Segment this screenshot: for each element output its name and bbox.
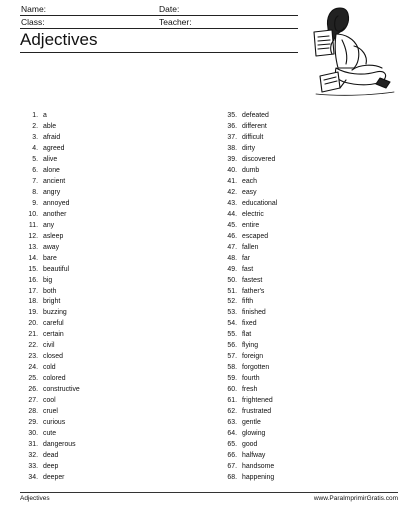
item-word: cool <box>43 397 56 405</box>
list-item <box>20 429 200 440</box>
list-item <box>20 133 200 144</box>
item-number: 28. <box>28 408 38 416</box>
teacher-label: Teacher: <box>159 17 192 27</box>
class-label: Class: <box>21 17 45 27</box>
list-item <box>219 374 399 385</box>
list-item <box>219 429 399 440</box>
list-item <box>219 155 399 166</box>
list-item <box>20 407 200 418</box>
item-number: 21. <box>28 331 38 339</box>
item-number: 10. <box>28 210 38 218</box>
list-item <box>219 265 399 276</box>
item-word: electric <box>242 210 264 218</box>
item-number: 49. <box>227 265 237 273</box>
item-word: civil <box>43 342 55 350</box>
item-word: afraid <box>43 133 61 141</box>
date-label: Date: <box>159 4 180 14</box>
item-word: deeper <box>43 473 65 481</box>
item-word: able <box>43 122 57 130</box>
item-number: 48. <box>227 254 237 262</box>
item-number: 14. <box>28 254 38 262</box>
list-item <box>20 308 200 319</box>
item-word: easy <box>242 188 257 196</box>
list-item <box>20 319 200 330</box>
item-number: 30. <box>28 430 38 438</box>
list-item <box>20 473 200 484</box>
list-item <box>219 352 399 363</box>
list-item <box>20 374 200 385</box>
item-number: 24. <box>28 364 38 372</box>
item-number: 8. <box>32 188 38 196</box>
name-date-line <box>20 15 298 16</box>
item-word: bright <box>43 298 61 306</box>
list-item <box>20 462 200 473</box>
item-word: good <box>242 441 258 449</box>
list-item <box>219 254 399 265</box>
item-word: frightened <box>242 397 273 405</box>
item-number: 12. <box>28 232 38 240</box>
item-word: finished <box>242 309 266 317</box>
item-word: happening <box>242 473 275 481</box>
item-number: 64. <box>227 430 237 438</box>
item-word: away <box>43 243 60 251</box>
item-word: glowing <box>242 430 266 438</box>
item-number: 39. <box>227 155 237 163</box>
list-item <box>219 473 399 484</box>
item-word: angry <box>43 188 61 196</box>
item-number: 1. <box>32 112 38 119</box>
item-word: curious <box>43 419 66 427</box>
list-item <box>219 210 399 221</box>
list-item <box>219 385 399 396</box>
page-title: Adjectives <box>20 30 98 49</box>
list-item <box>20 440 200 451</box>
list-item <box>219 396 399 407</box>
item-number: 63. <box>227 419 237 427</box>
name-label: Name: <box>21 4 47 14</box>
list-item <box>20 144 200 155</box>
item-number: 2. <box>32 122 38 130</box>
item-word: beautiful <box>43 265 70 273</box>
list-item <box>20 352 200 363</box>
item-word: fourth <box>242 375 260 383</box>
item-word: flying <box>242 342 259 350</box>
item-word: fallen <box>242 243 259 251</box>
item-number: 18. <box>28 298 38 306</box>
item-number: 6. <box>32 166 38 174</box>
list-item <box>219 330 399 341</box>
item-word: far <box>242 254 251 262</box>
list-item <box>219 341 399 352</box>
item-word: closed <box>43 353 63 361</box>
item-number: 33. <box>28 463 38 470</box>
item-number: 36. <box>227 122 237 130</box>
list-item <box>20 341 200 352</box>
item-number: 61. <box>227 397 237 405</box>
footer-title: Adjectives <box>20 495 50 502</box>
item-word: flat <box>242 331 252 339</box>
item-number: 27. <box>28 397 38 405</box>
item-number: 32. <box>28 452 38 460</box>
item-word: fifth <box>242 298 254 306</box>
item-number: 5. <box>32 155 38 163</box>
item-number: 55. <box>227 331 237 339</box>
item-word: asleep <box>43 232 64 240</box>
adjective-list-right <box>219 111 399 484</box>
item-number: 38. <box>227 144 237 152</box>
item-number: 13. <box>28 243 38 251</box>
item-number: 59. <box>227 375 237 383</box>
list-item <box>20 385 200 396</box>
item-word: frustrated <box>242 408 272 416</box>
item-number: 67. <box>227 463 237 470</box>
list-item <box>20 276 200 287</box>
item-word: ancient <box>43 177 66 185</box>
list-item <box>20 363 200 374</box>
item-number: 43. <box>227 199 237 207</box>
item-number: 65. <box>227 441 237 449</box>
item-number: 15. <box>28 265 38 273</box>
item-word: bare <box>43 254 57 262</box>
list-item <box>219 243 399 254</box>
item-number: 68. <box>227 473 237 481</box>
list-item <box>219 144 399 155</box>
list-item <box>20 451 200 462</box>
list-item <box>219 276 399 287</box>
student-reading-illustration-icon <box>296 4 398 100</box>
item-number: 34. <box>28 473 38 481</box>
list-item <box>219 407 399 418</box>
list-item <box>219 418 399 429</box>
list-item <box>20 232 200 243</box>
item-word: big <box>43 276 53 284</box>
item-word: alone <box>43 166 60 174</box>
item-number: 56. <box>227 342 237 350</box>
item-word: deep <box>43 463 59 470</box>
item-number: 66. <box>227 452 237 460</box>
item-word: difficult <box>242 133 264 141</box>
list-item <box>20 122 200 133</box>
list-item <box>20 297 200 308</box>
item-number: 46. <box>227 232 237 240</box>
item-word: cold <box>43 364 56 372</box>
item-word: dumb <box>242 166 260 174</box>
list-item <box>20 155 200 166</box>
item-number: 11. <box>28 221 38 229</box>
item-word: dead <box>43 452 59 460</box>
list-item <box>20 243 200 254</box>
item-number: 16. <box>28 276 38 284</box>
list-item <box>219 122 399 133</box>
list-item <box>219 462 399 473</box>
list-item <box>20 418 200 429</box>
item-word: defeated <box>242 112 269 119</box>
item-number: 22. <box>28 342 38 350</box>
list-item <box>20 254 200 265</box>
list-item <box>219 319 399 330</box>
item-word: fast <box>242 265 254 273</box>
item-number: 35. <box>227 112 237 119</box>
item-word: both <box>43 287 57 295</box>
item-number: 9. <box>32 199 38 207</box>
list-item <box>20 210 200 221</box>
list-item <box>20 287 200 298</box>
item-number: 19. <box>28 309 38 317</box>
list-item <box>219 133 399 144</box>
item-number: 31. <box>28 441 38 449</box>
list-item <box>219 188 399 199</box>
list-item <box>219 363 399 374</box>
adjective-list-left <box>20 111 200 484</box>
title-underline <box>20 52 298 53</box>
list-item <box>20 396 200 407</box>
footer-website: www.ParaImprimirGratis.com <box>313 495 398 502</box>
item-word: escaped <box>242 232 269 240</box>
item-word: careful <box>43 320 64 328</box>
item-word: another <box>43 210 67 218</box>
item-word: halfway <box>242 452 266 460</box>
list-item <box>20 330 200 341</box>
item-number: 29. <box>28 419 38 427</box>
item-word: certain <box>43 331 64 339</box>
item-word: foreign <box>242 353 264 361</box>
item-number: 53. <box>227 309 237 317</box>
item-number: 42. <box>227 188 237 196</box>
list-item <box>219 287 399 298</box>
item-number: 40. <box>227 166 237 174</box>
item-word: annoyed <box>43 199 70 207</box>
item-number: 60. <box>227 386 237 394</box>
item-word: alive <box>43 155 58 163</box>
list-item <box>20 199 200 210</box>
item-word: a <box>43 112 47 119</box>
item-word: agreed <box>43 144 65 152</box>
item-number: 26. <box>28 386 38 394</box>
item-word: handsome <box>242 463 275 470</box>
item-word: father's <box>242 287 265 295</box>
list-item <box>219 440 399 451</box>
item-number: 3. <box>32 133 38 141</box>
list-item <box>20 188 200 199</box>
class-teacher-line <box>20 28 298 29</box>
item-word: forgotten <box>242 364 270 372</box>
list-item <box>20 221 200 232</box>
item-number: 57. <box>227 353 237 361</box>
item-word: cruel <box>43 408 58 416</box>
item-number: 51. <box>227 287 237 295</box>
item-number: 17. <box>28 287 38 295</box>
list-item <box>20 111 200 122</box>
item-word: gentle <box>242 419 261 427</box>
item-number: 47. <box>227 243 237 251</box>
item-word: constructive <box>43 386 80 394</box>
list-item <box>219 166 399 177</box>
list-item <box>219 177 399 188</box>
item-number: 4. <box>32 144 38 152</box>
item-number: 50. <box>227 276 237 284</box>
item-word: fresh <box>242 386 258 394</box>
item-number: 25. <box>28 375 38 383</box>
item-word: buzzing <box>43 309 67 317</box>
item-number: 52. <box>227 298 237 306</box>
item-word: any <box>43 221 55 229</box>
list-item <box>219 199 399 210</box>
item-word: discovered <box>242 155 276 163</box>
item-word: entire <box>242 221 260 229</box>
list-item <box>219 451 399 462</box>
item-word: dangerous <box>43 441 76 449</box>
item-word: fastest <box>242 276 263 284</box>
item-number: 45. <box>227 221 237 229</box>
item-number: 54. <box>227 320 237 328</box>
item-word: fixed <box>242 320 257 328</box>
item-number: 20. <box>28 320 38 328</box>
list-item <box>219 308 399 319</box>
item-word: dirty <box>242 144 256 152</box>
footer-divider <box>20 492 398 493</box>
list-item <box>219 221 399 232</box>
item-number: 44. <box>227 210 237 218</box>
item-word: each <box>242 177 257 185</box>
item-number: 23. <box>28 353 38 361</box>
list-item <box>20 177 200 188</box>
item-number: 7. <box>32 177 38 185</box>
list-item <box>20 166 200 177</box>
item-number: 37. <box>227 133 237 141</box>
list-item <box>219 232 399 243</box>
item-number: 62. <box>227 408 237 416</box>
list-item <box>219 297 399 308</box>
item-word: educational <box>242 199 278 207</box>
item-word: cute <box>43 430 57 438</box>
item-word: different <box>242 122 267 130</box>
list-item <box>219 111 399 122</box>
list-item <box>20 265 200 276</box>
item-number: 58. <box>227 364 237 372</box>
item-number: 41. <box>227 177 237 185</box>
item-word: colored <box>43 375 66 383</box>
